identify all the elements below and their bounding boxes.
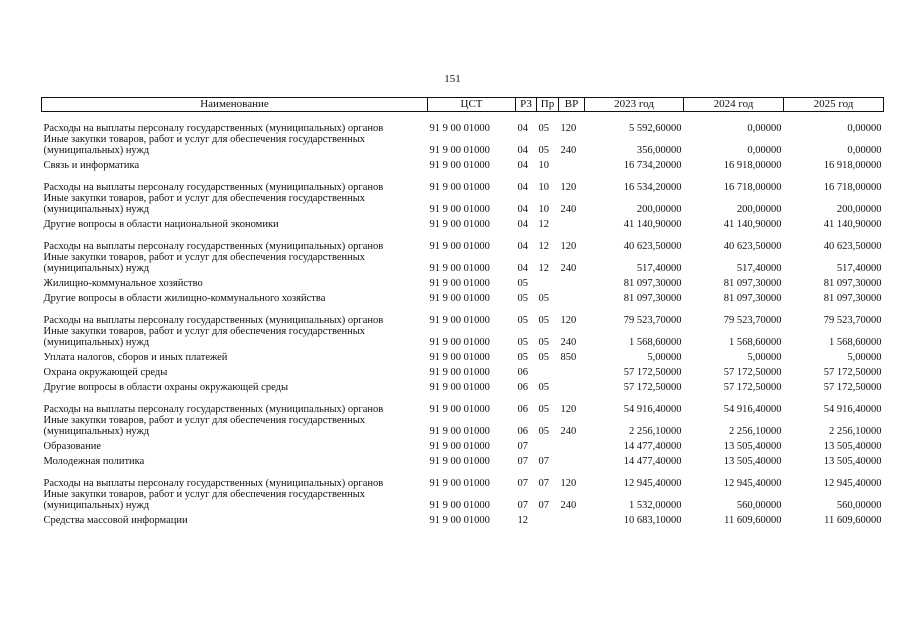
row-name: Иные закупки товаров, работ и услуг для обеспечения государственных (муниципальных) нужд [43,326,366,348]
row-2025: 57 172,50000 [823,382,882,393]
row-cst: 91 9 00 01000 [429,219,490,230]
row-name: Связь и информатика [43,160,140,171]
row-name: Расходы на выплаты персоналу государственных (муниципальных) органов [43,404,384,415]
row-name: Иные закупки товаров, работ и услуг для обеспечения государственных (муниципальных) нужд [43,252,366,274]
row-2025: 5,00000 [847,352,882,363]
table-row [42,156,884,171]
row-2023: 57 172,50000 [623,382,682,393]
row-rz: 05 [517,293,528,304]
row-name: Уплата налогов, сборов и иных платежей [43,352,228,363]
row-name: Расходы на выплаты персоналу государственных (муниципальных) органов [43,182,384,193]
row-rz: 07 [517,500,528,511]
row-2023: 81 097,30000 [623,278,682,289]
table-header-row [42,98,884,112]
row-name: Жилищно-коммунальное хозяйство [43,278,203,289]
row-2024: 0,00000 [747,145,782,156]
row-2023: 10 683,10000 [623,515,682,526]
row-2024: 2 256,10000 [729,426,782,437]
row-vr: 850 [560,352,577,363]
row-2023: 517,40000 [636,263,682,274]
row-pr [537,437,559,452]
row-cst: 91 9 00 01000 [429,278,490,289]
row-2023: 1 532,00000 [629,500,682,511]
row-2023: 200,00000 [636,204,682,215]
row-cst: 91 9 00 01000 [429,315,490,326]
row-2023: 5 592,60000 [629,123,682,134]
row-vr [559,156,585,171]
table-row [42,134,884,156]
row-pr: 05 [538,382,549,393]
row-rz: 04 [517,123,528,134]
row-rz: 05 [517,278,528,289]
row-vr: 240 [560,204,577,215]
table-row [42,452,884,467]
row-2024: 517,40000 [736,263,782,274]
row-cst: 91 9 00 01000 [429,160,490,171]
row-vr [559,289,585,304]
row-cst: 91 9 00 01000 [429,456,490,467]
row-pr: 12 [538,263,549,274]
row-rz: 07 [517,441,528,452]
table-row [42,415,884,437]
row-cst: 91 9 00 01000 [429,441,490,452]
row-2023: 1 568,60000 [629,337,682,348]
row-vr: 120 [560,241,577,252]
table-row [42,112,884,135]
row-pr: 05 [538,145,549,156]
row-cst: 91 9 00 01000 [429,263,490,274]
row-2025: 560,00000 [836,500,882,511]
row-2025: 16 918,00000 [823,160,882,171]
row-2025: 81 097,30000 [823,278,882,289]
row-pr [537,363,559,378]
row-2024: 16 718,00000 [723,182,782,193]
row-cst: 91 9 00 01000 [429,515,490,526]
row-2023: 40 623,50000 [623,241,682,252]
row-vr: 120 [560,478,577,489]
table-row [42,326,884,348]
row-rz: 04 [517,241,528,252]
row-pr: 10 [538,182,549,193]
row-name: Средства массовой информации [43,515,188,526]
row-pr: 12 [538,219,549,230]
table-row [42,393,884,415]
row-2025: 41 140,90000 [823,219,882,230]
row-name: Молодежная политика [43,456,145,467]
row-rz: 05 [517,337,528,348]
row-2025: 57 172,50000 [823,367,882,378]
row-vr: 240 [560,337,577,348]
table-row [42,489,884,511]
row-2025: 12 945,40000 [823,478,882,489]
row-2024: 81 097,30000 [723,278,782,289]
row-name: Другие вопросы в области охраны окружающей среды [43,382,288,393]
table-row [42,304,884,326]
row-2024: 11 609,60000 [724,515,782,526]
row-2024: 54 916,40000 [723,404,782,415]
row-2024: 13 505,40000 [723,441,782,452]
row-rz: 04 [517,182,528,193]
row-cst: 91 9 00 01000 [429,182,490,193]
row-vr: 120 [560,123,577,134]
row-2024: 57 172,50000 [723,382,782,393]
col-header-2025: 2025 год [784,98,884,112]
table-row [42,289,884,304]
row-2025: 13 505,40000 [823,456,882,467]
budget-table [41,97,884,526]
row-2025: 200,00000 [836,204,882,215]
row-2024: 12 945,40000 [723,478,782,489]
row-2023: 14 477,40000 [623,441,682,452]
row-rz: 06 [517,404,528,415]
row-2024: 81 097,30000 [723,293,782,304]
row-rz: 05 [517,352,528,363]
row-cst: 91 9 00 01000 [429,337,490,348]
row-2025: 2 256,10000 [829,426,882,437]
row-2024: 1 568,60000 [729,337,782,348]
row-vr: 120 [560,404,577,415]
row-vr [559,452,585,467]
row-pr [537,274,559,289]
row-2025: 11 609,60000 [824,515,882,526]
row-pr [537,511,559,526]
row-pr: 05 [538,315,549,326]
row-pr: 07 [538,500,549,511]
row-name: Иные закупки товаров, работ и услуг для обеспечения государственных (муниципальных) нужд [43,415,366,437]
row-pr: 10 [538,204,549,215]
row-2023: 2 256,10000 [629,426,682,437]
row-rz: 06 [517,426,528,437]
row-2023: 81 097,30000 [623,293,682,304]
row-2024: 5,00000 [747,352,782,363]
row-2025: 13 505,40000 [823,441,882,452]
col-header-2024: 2024 год [684,98,784,112]
table-row [42,230,884,252]
row-2024: 40 623,50000 [723,241,782,252]
row-2025: 40 623,50000 [823,241,882,252]
col-header-cst: ЦСТ [428,98,516,112]
row-vr [559,215,585,230]
row-cst: 91 9 00 01000 [429,241,490,252]
row-cst: 91 9 00 01000 [429,382,490,393]
row-2024: 79 523,70000 [723,315,782,326]
table-row [42,215,884,230]
row-rz: 04 [517,145,528,156]
row-pr: 05 [538,123,549,134]
row-rz: 07 [517,456,528,467]
row-pr: 07 [538,456,549,467]
row-2025: 517,40000 [836,263,882,274]
row-vr: 120 [560,182,577,193]
row-2025: 1 568,60000 [829,337,882,348]
row-cst: 91 9 00 01000 [429,352,490,363]
row-cst: 91 9 00 01000 [429,426,490,437]
row-cst: 91 9 00 01000 [429,478,490,489]
row-rz: 06 [517,382,528,393]
row-name: Расходы на выплаты персоналу государственных (муниципальных) органов [43,478,384,489]
row-cst: 91 9 00 01000 [429,404,490,415]
row-2023: 79 523,70000 [623,315,682,326]
table-row [42,193,884,215]
row-vr [559,437,585,452]
row-2025: 0,00000 [847,145,882,156]
row-2023: 14 477,40000 [623,456,682,467]
col-header-vr: ВР [559,98,585,112]
row-pr: 12 [538,241,549,252]
row-rz: 06 [517,367,528,378]
row-2023: 57 172,50000 [623,367,682,378]
col-header-name: Наименование [42,98,428,112]
row-2024: 13 505,40000 [723,456,782,467]
table-row [42,171,884,193]
row-vr [559,363,585,378]
row-name: Другие вопросы в области национальной экономики [43,219,279,230]
row-pr: 05 [538,404,549,415]
row-vr [559,274,585,289]
col-header-2023: 2023 год [585,98,684,112]
row-pr: 05 [538,426,549,437]
row-vr: 240 [560,426,577,437]
row-2023: 12 945,40000 [623,478,682,489]
row-name: Охрана окружающей среды [43,367,168,378]
row-rz: 04 [517,204,528,215]
row-2023: 41 140,90000 [623,219,682,230]
table-row [42,437,884,452]
row-pr: 05 [538,337,549,348]
row-2023: 356,00000 [636,145,682,156]
row-2024: 16 918,00000 [723,160,782,171]
row-name: Расходы на выплаты персоналу государственных (муниципальных) органов [43,315,384,326]
table-row [42,363,884,378]
row-name: Иные закупки товаров, работ и услуг для обеспечения государственных (муниципальных) нужд [43,489,366,511]
row-rz: 12 [517,515,528,526]
row-2024: 560,00000 [736,500,782,511]
row-cst: 91 9 00 01000 [429,500,490,511]
row-cst: 91 9 00 01000 [429,123,490,134]
table-row [42,348,884,363]
row-pr: 10 [538,160,549,171]
row-2023: 54 916,40000 [623,404,682,415]
row-rz: 04 [517,160,528,171]
row-vr: 240 [560,500,577,511]
row-vr [559,511,585,526]
row-name: Расходы на выплаты персоналу государственных (муниципальных) органов [43,241,384,252]
row-cst: 91 9 00 01000 [429,367,490,378]
row-vr: 240 [560,145,577,156]
row-cst: 91 9 00 01000 [429,293,490,304]
row-rz: 05 [517,315,528,326]
table-row [42,467,884,489]
row-pr: 05 [538,352,549,363]
row-2023: 16 534,20000 [623,182,682,193]
row-vr: 120 [560,315,577,326]
row-2025: 16 718,00000 [823,182,882,193]
page-number: 151 [444,73,461,85]
row-2025: 0,00000 [847,123,882,134]
row-2023: 5,00000 [647,352,682,363]
row-cst: 91 9 00 01000 [429,204,490,215]
row-name: Иные закупки товаров, работ и услуг для обеспечения государственных (муниципальных) нужд [43,134,366,156]
row-2025: 54 916,40000 [823,404,882,415]
row-rz: 07 [517,478,528,489]
row-rz: 04 [517,263,528,274]
row-name: Другие вопросы в области жилищно-коммунального хозяйства [43,293,326,304]
row-2025: 81 097,30000 [823,293,882,304]
col-header-rz: РЗ [516,98,537,112]
table-row [42,511,884,526]
row-2024: 200,00000 [736,204,782,215]
table-row [42,378,884,393]
col-header-pr: Пр [537,98,559,112]
row-vr: 240 [560,263,577,274]
row-rz: 04 [517,219,528,230]
row-2025: 79 523,70000 [823,315,882,326]
row-cst: 91 9 00 01000 [429,145,490,156]
row-name: Образование [43,441,102,452]
row-pr: 05 [538,293,549,304]
row-2024: 0,00000 [747,123,782,134]
row-2023: 16 734,20000 [623,160,682,171]
row-vr [559,378,585,393]
row-2024: 57 172,50000 [723,367,782,378]
table-row [42,274,884,289]
table-row [42,252,884,274]
row-name: Иные закупки товаров, работ и услуг для обеспечения государственных (муниципальных) нужд [43,193,366,215]
row-2024: 41 140,90000 [723,219,782,230]
row-name: Расходы на выплаты персоналу государственных (муниципальных) органов [43,123,384,134]
row-pr: 07 [538,478,549,489]
